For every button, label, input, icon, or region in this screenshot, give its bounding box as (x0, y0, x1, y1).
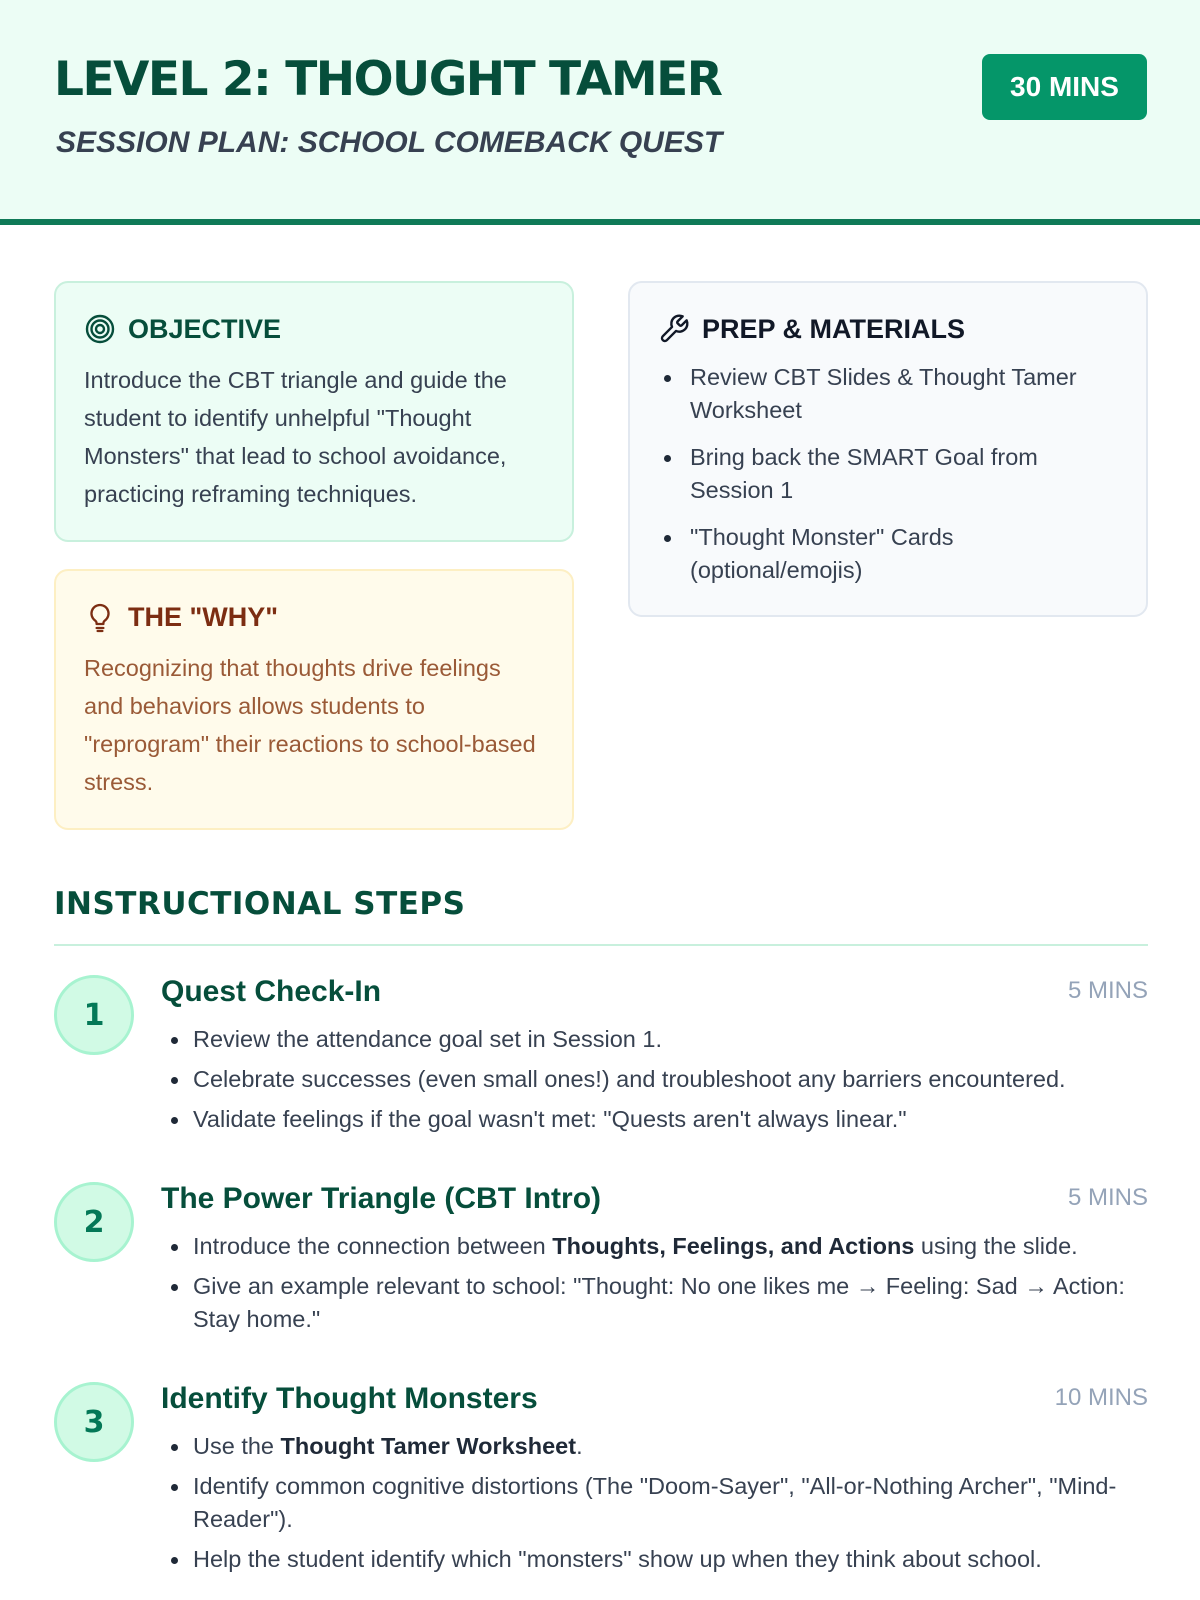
step-bullet: Review the attendance goal set in Session 1. (161, 1023, 1151, 1056)
why-text: Recognizing that thoughts drive feelings and behaviors allows students to "reprogram" their reactions to school-based stress. (84, 655, 536, 795)
page-title: LEVEL 2: THOUGHT TAMER (54, 52, 722, 107)
step-number: 2 (54, 1182, 134, 1262)
prep-item: "Thought Monster" Cards (optional/emojis) (658, 521, 1118, 587)
divider (54, 944, 1148, 946)
lightbulb-icon (84, 601, 116, 633)
step-bullet: Help the student identify which "monsters" show up when they think about school. (161, 1543, 1151, 1576)
step-number: 3 (54, 1382, 134, 1462)
step-number: 1 (54, 975, 134, 1055)
why-heading: THE "WHY" (128, 601, 279, 632)
step-bullets (161, 1230, 1151, 1343)
step-bullet: Identify common cognitive distortions (The "Doom-Sayer", "All-or-Nothing Archer", "Mind-Reader"). (161, 1470, 1151, 1536)
why-card (54, 569, 574, 830)
step-title: The Power Triangle (CBT Intro) (161, 1182, 602, 1215)
step-time: 5 MINS (1067, 1184, 1148, 1211)
duration-badge: 30 MINS (982, 54, 1147, 120)
step-bullet: Give an example relevant to school: "Thought: No one likes me → Feeling: Sad → Action: Stay home." (161, 1270, 1151, 1336)
prep-item: Review CBT Slides & Thought Tamer Worksheet (658, 361, 1118, 427)
step-title: Quest Check-In (161, 975, 382, 1008)
step-bullets (161, 1430, 1151, 1583)
step-bullet: Use the Thought Tamer Worksheet. (161, 1430, 1151, 1463)
prep-list (658, 361, 1118, 587)
step-bullet: Introduce the connection between Thoughts, Feelings, and Actions using the slide. (161, 1230, 1151, 1263)
target-icon (84, 313, 116, 345)
steps-heading: INSTRUCTIONAL STEPS (54, 886, 466, 922)
prep-item: Bring back the SMART Goal from Session 1 (658, 441, 1118, 507)
step-time: 5 MINS (1067, 977, 1148, 1004)
step-bullet: Validate feelings if the goal wasn't met: "Quests aren't always linear." (161, 1103, 1151, 1136)
objective-text: Introduce the CBT triangle and guide the student to identify unhelpful "Thought Monsters" that lead to school avoidance, practicing reframing techniques. (84, 367, 507, 507)
prep-materials-card (628, 281, 1148, 617)
step-time: 10 MINS (1054, 1384, 1148, 1411)
objective-card (54, 281, 574, 542)
prep-heading: PREP & MATERIALS (702, 313, 966, 344)
wrench-icon (658, 313, 690, 345)
objective-heading: OBJECTIVE (128, 313, 282, 344)
step-bullets (161, 1023, 1151, 1143)
step-bullet: Celebrate successes (even small ones!) and troubleshoot any barriers encountered. (161, 1063, 1151, 1096)
page-subtitle: SESSION PLAN: SCHOOL COMEBACK QUEST (56, 126, 723, 159)
page-header (0, 0, 1200, 225)
step-title: Identify Thought Monsters (161, 1382, 538, 1415)
